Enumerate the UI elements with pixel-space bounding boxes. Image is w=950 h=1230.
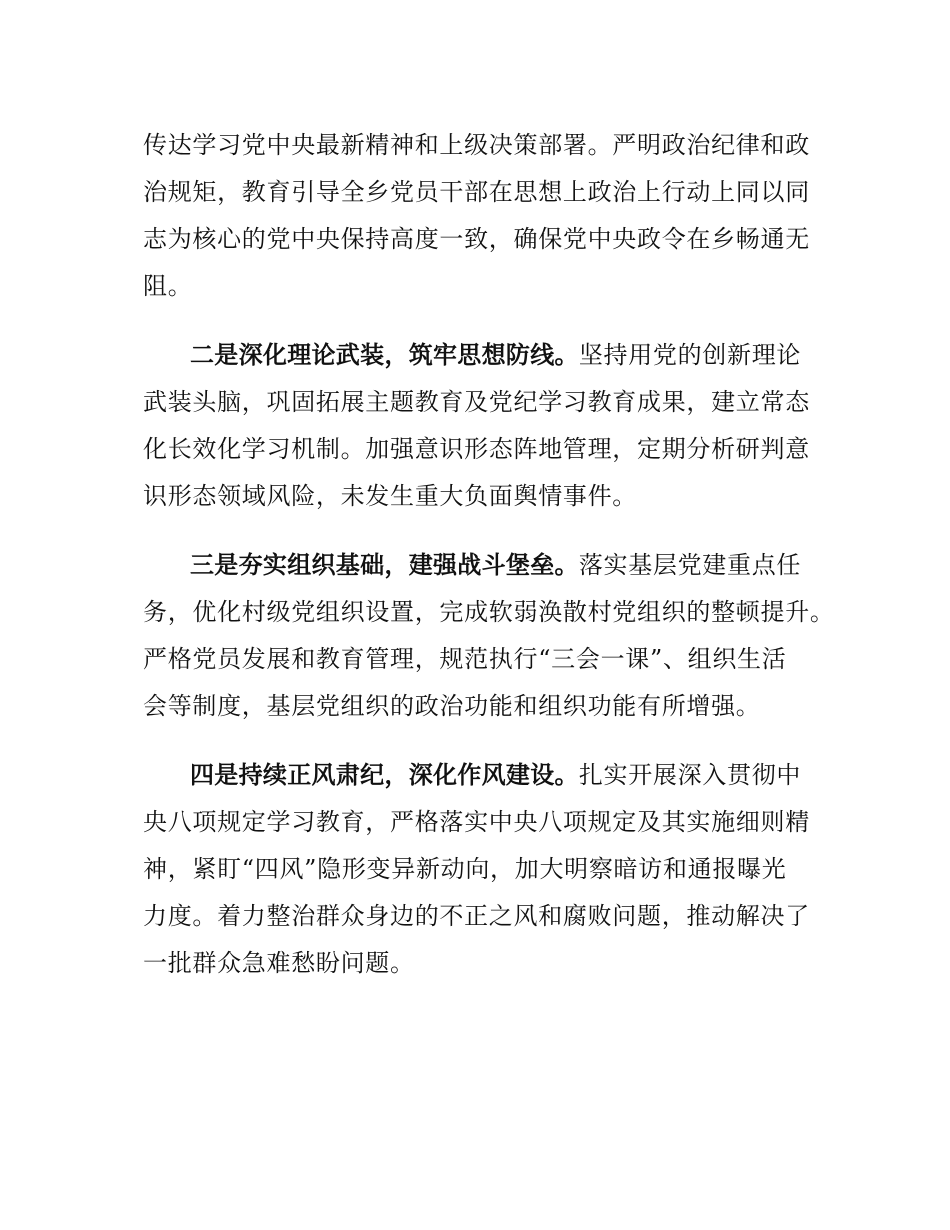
text-line: 务，优化村级党组织设置，完成软弱涣散村党组织的整顿提升。 (143, 598, 835, 626)
text-line: 会等制度，基层党组织的政治功能和组织功能有所增强。 (143, 692, 761, 720)
paragraph-3 (143, 542, 863, 730)
text-line: 神，紧盯“四风”隐形变异新动向，加大明察暗访和通报曝光 (143, 855, 787, 883)
text-line: 识形态领域风险，未发生重大负面舆情事件。 (143, 482, 637, 510)
text-line (143, 332, 863, 379)
text-line: 治规矩，教育引导全乡党员干部在思想上政治上行动上同以同 (143, 178, 810, 206)
text-run: 落实基层党建重点任 (578, 551, 802, 579)
text-line (143, 542, 863, 589)
text-line (143, 752, 863, 799)
text-run: 扎实开展深入贯彻中 (578, 761, 802, 789)
paragraph-1 (143, 122, 863, 310)
paragraph-2 (143, 332, 863, 520)
paragraph-heading: 三是夯实组织基础，建强战斗堡垒。 (190, 551, 579, 579)
text-line: 化长效化学习机制。加强意识形态阵地管理，定期分析研判意 (143, 435, 810, 463)
paragraph-heading: 二是深化理论武装，筑牢思想防线。 (190, 341, 579, 369)
text-line: 严格党员发展和教育管理，规范执行“三会一课”、组织生活 (143, 645, 787, 673)
text-line: 传达学习党中央最新精神和上级决策部署。严明政治纪律和政 (143, 131, 810, 159)
text-line: 一批群众急难愁盼问题。 (143, 949, 415, 977)
document-page (143, 122, 863, 1009)
text-line: 武装头脑，巩固拓展主题教育及党纪学习教育成果，建立常态 (143, 388, 810, 416)
paragraph-4 (143, 752, 863, 987)
text-line: 阻。 (143, 272, 193, 300)
text-line: 力度。着力整治群众身边的不正之风和腐败问题，推动解决了 (143, 902, 810, 930)
text-run: 坚持用党的创新理论 (578, 341, 802, 369)
text-line: 央八项规定学习教育，严格落实中央八项规定及其实施细则精 (143, 808, 810, 836)
text-line: 志为核心的党中央保持高度一致，确保党中央政令在乡畅通无 (143, 225, 810, 253)
paragraph-heading: 四是持续正风肃纪，深化作风建设。 (190, 761, 579, 789)
